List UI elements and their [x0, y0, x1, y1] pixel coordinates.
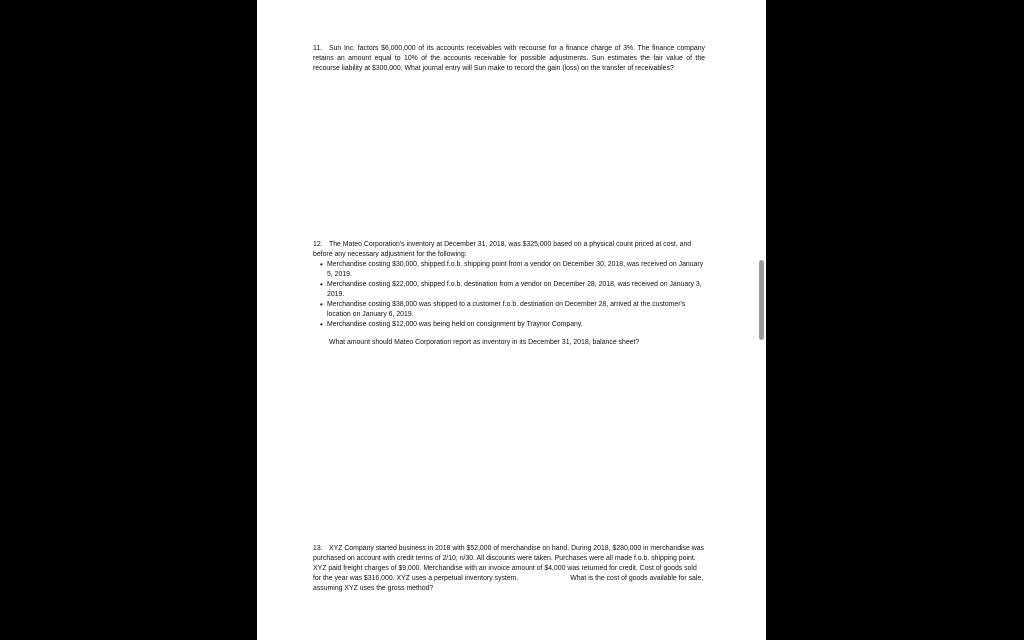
question-11 [313, 44, 705, 74]
question-12 [313, 240, 705, 348]
question-13 [313, 544, 705, 594]
question-text: XYZ Company started business in 2018 with $52,000 of merchandise on hand. During 2018, $280,000 in merchandise was purchased on account with credit terms of 2/10, n/30. All discounts were taken. Purchases were all made f.o.b. shipping point. XYZ paid freight charges of $9,000. Merchandise with an invoice amount of $4,000 was returned for credit. Cost of goods sold for the year was $316,000. XYZ uses a perpetual inventory system. [313, 545, 705, 582]
question-text: Sun Inc. factors $6,000,000 of its accounts receivables with recourse for a finance charge of 3%. The finance company retains an amount equal to 10% of the accounts receivable for possible adjustments. Sun estimates the fair value of the recourse liability at $300,000. What journal entry will Sun make to record the gain (loss) on the transfer of receivables? [313, 45, 705, 72]
document-page [257, 0, 766, 640]
list-item: • Merchandise costing $38,000 was shipped to a customer f.o.b. destination on December 28, arrived at the customer's location on January 6, 2019. [313, 300, 705, 320]
list-item: • Merchandise costing $12,000 was being held on consignment by Traynor Company. [313, 320, 705, 330]
list-item: • Merchandise costing $30,000, shipped f.o.b. shipping point from a vendor on December 30, 2018, was received on January 5, 2019. [313, 260, 705, 280]
question-text: What amount should Mateo Corporation report as inventory in its December 31, 2018, balance sheet? [329, 339, 640, 346]
question-number: 11. [313, 45, 323, 52]
adjustment-list [313, 260, 705, 330]
vertical-scrollbar[interactable] [759, 260, 764, 340]
question-prompt: What is the cost of goods available for sale, assuming XYZ uses the gross method? [313, 575, 704, 592]
list-item: • Merchandise costing $22,000, shipped f.o.b. destination from a vendor on December 28, 2018, was received on January 3, 2019. [313, 280, 705, 300]
question-number: 12. [313, 241, 323, 248]
question-number: 13. [313, 545, 323, 552]
question-intro: The Mateo Corporation's inventory at December 31, 2018, was $325,000 based on a physical count priced at cost, and before any necessary adjustment for the following: [313, 241, 692, 258]
